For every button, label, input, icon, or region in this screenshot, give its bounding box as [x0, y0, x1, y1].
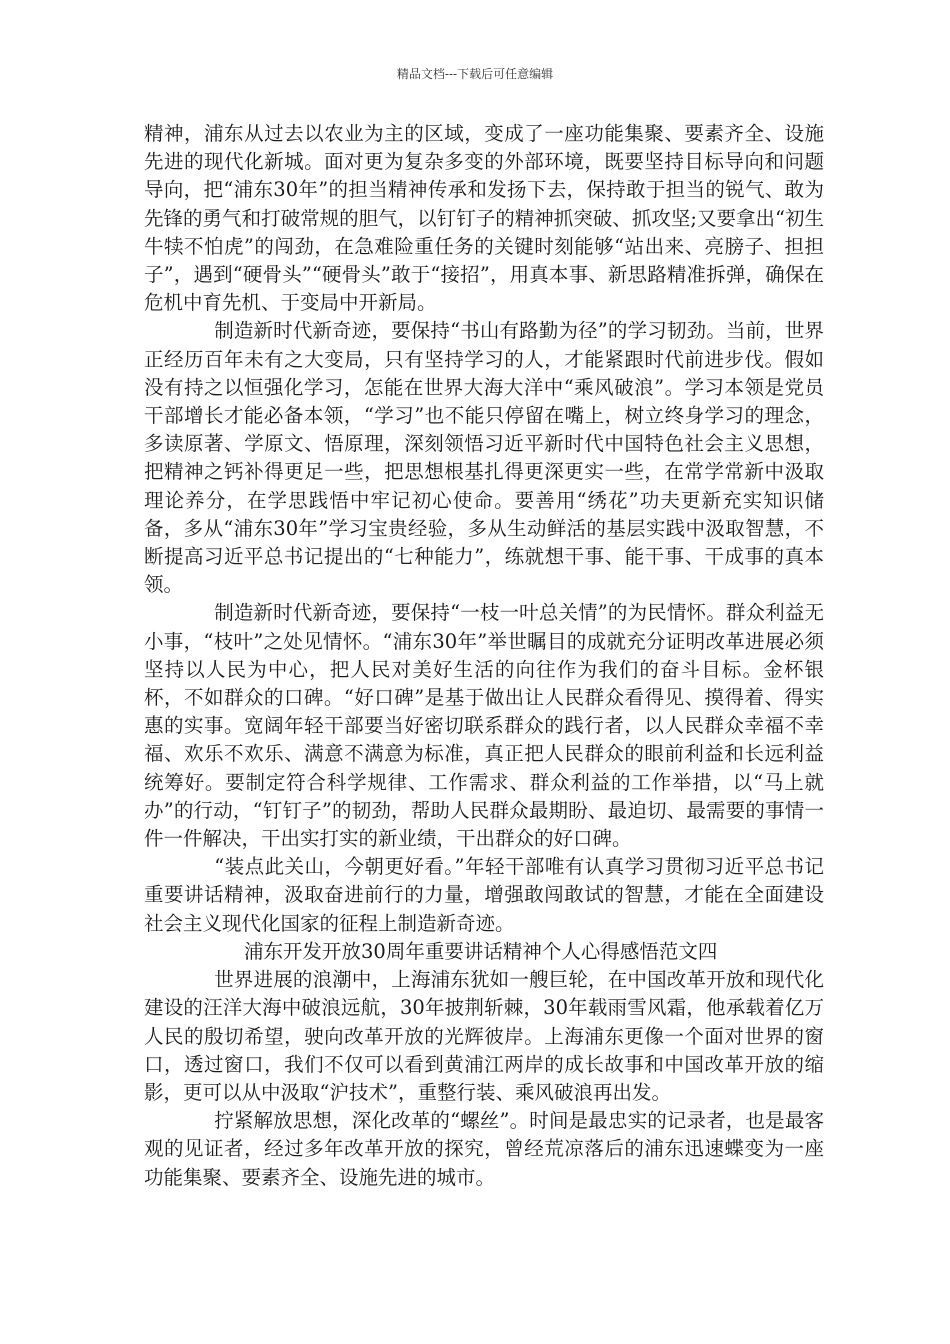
- paragraph: 精神，浦东从过去以农业为主的区域，变成了一座功能集聚、要素齐全、设施先进的现代化新城。面对更为复杂多变的外部环境，既要坚持目标导向和问题导向，把“浦东30年”的担当精神传承和发扬下去，保持敢于担当的锐气、敢为先锋的勇气和打破常规的胆气，以钉钉子的精神抓突破、抓攻坚;又要拿出“初生牛犊不怕虎”的闯劲，在急难险重任务的关键时刻能够“站出来、亮膀子、担担子”，遇到“硬骨头”“硬骨头”敢于“接招”，用真本事、新思路精准拆弹，确保在危机中育先机、于变局中开新局。: [144, 122, 824, 315]
- paragraph: 拧紧解放思想，深化改革的“螺丝”。时间是最忠实的记录者，也是最客观的见证者，经过多年改革开放的探究，曾经荒凉落后的浦东迅速蝶变为一座功能集聚、要素齐全、设施先进的城市。: [144, 1109, 824, 1189]
- section-title: 浦东开发开放30周年重要讲话精神个人心得感悟范文四: [244, 939, 718, 963]
- paragraph: “装点此关山，今朝更好看。”年轻干部唯有认真学习贯彻习近平总书记重要讲话精神，汲取奋进前行的力量，增强敢闯敢试的智慧，才能在全面建设社会主义现代化国家的征程上制造新奇迹。: [144, 855, 824, 935]
- paragraph: 世界进展的浪潮中，上海浦东犹如一艘巨轮，在中国改革开放和现代化建设的汪洋大海中破浪远航，30年披荆斩棘，30年载雨雪风霜，他承载着亿万人民的殷切希望，驶向改革开放的光辉彼岸。上海浦东更像一个面对世界的窗口，透过窗口，我们不仅可以看到黄浦江两岸的成长故事和中国改革开放的缩影，更可以从中汲取“沪技术”，重整行装、乘风破浪再出发。: [144, 968, 824, 1104]
- paragraph: 制造新时代新奇迹，要保持“一枝一叶总关情”的为民情怀。群众利益无小事，“枝叶”之处见情怀。“浦东30年”举世瞩目的成就充分证明改革进展必须坚持以人民为中心，把人民对美好生活的向往作为我们的奋斗目标。金杯银杯，不如群众的口碑。“好口碑”是基于做出让人民群众看得见、摸得着、得实惠的实事。宽阔年轻干部要当好密切联系群众的践行者，以人民群众幸福不幸福、欢乐不欢乐、满意不满意为标准，真正把人民群众的眼前利益和长远利益统筹好。要制定符合科学规律、工作需求、群众利益的工作举措，以“马上就办”的行动，“钉钉子”的韧劲，帮助人民群众最期盼、最迫切、最需要的事情一件一件解决，干出实打实的新业绩，干出群众的好口碑。: [144, 601, 824, 851]
- paragraph: 制造新时代新奇迹，要保持“书山有路勤为径”的学习韧劲。当前，世界正经历百年未有之大变局，只有坚持学习的人，才能紧跟时代前进步伐。假如没有持之以恒强化学习，怎能在世界大海大洋中“乘风破浪”。学习本领是党员干部增长才能必备本领，“学习”也不能只停留在嘴上，树立终身学习的理念，多读原著、学原文、悟原理，深刻领悟习近平新时代中国特色社会主义思想，把精神之钙补得更足一些，把思想根基扎得更深更实一些，在常学常新中汲取理论养分，在学思践悟中牢记初心使命。要善用“绣花”功夫更新充实知识储备，多从“浦东30年”学习宝贵经验，多从生动鲜活的基层实践中汲取智慧，不断提高习近平总书记提出的“七种能力”，练就想干事、能干事、干成事的真本领。: [144, 319, 824, 597]
- document-body: [144, 120, 824, 1192]
- page-header: 精品文档---下载后可任意编辑: [396, 67, 554, 81]
